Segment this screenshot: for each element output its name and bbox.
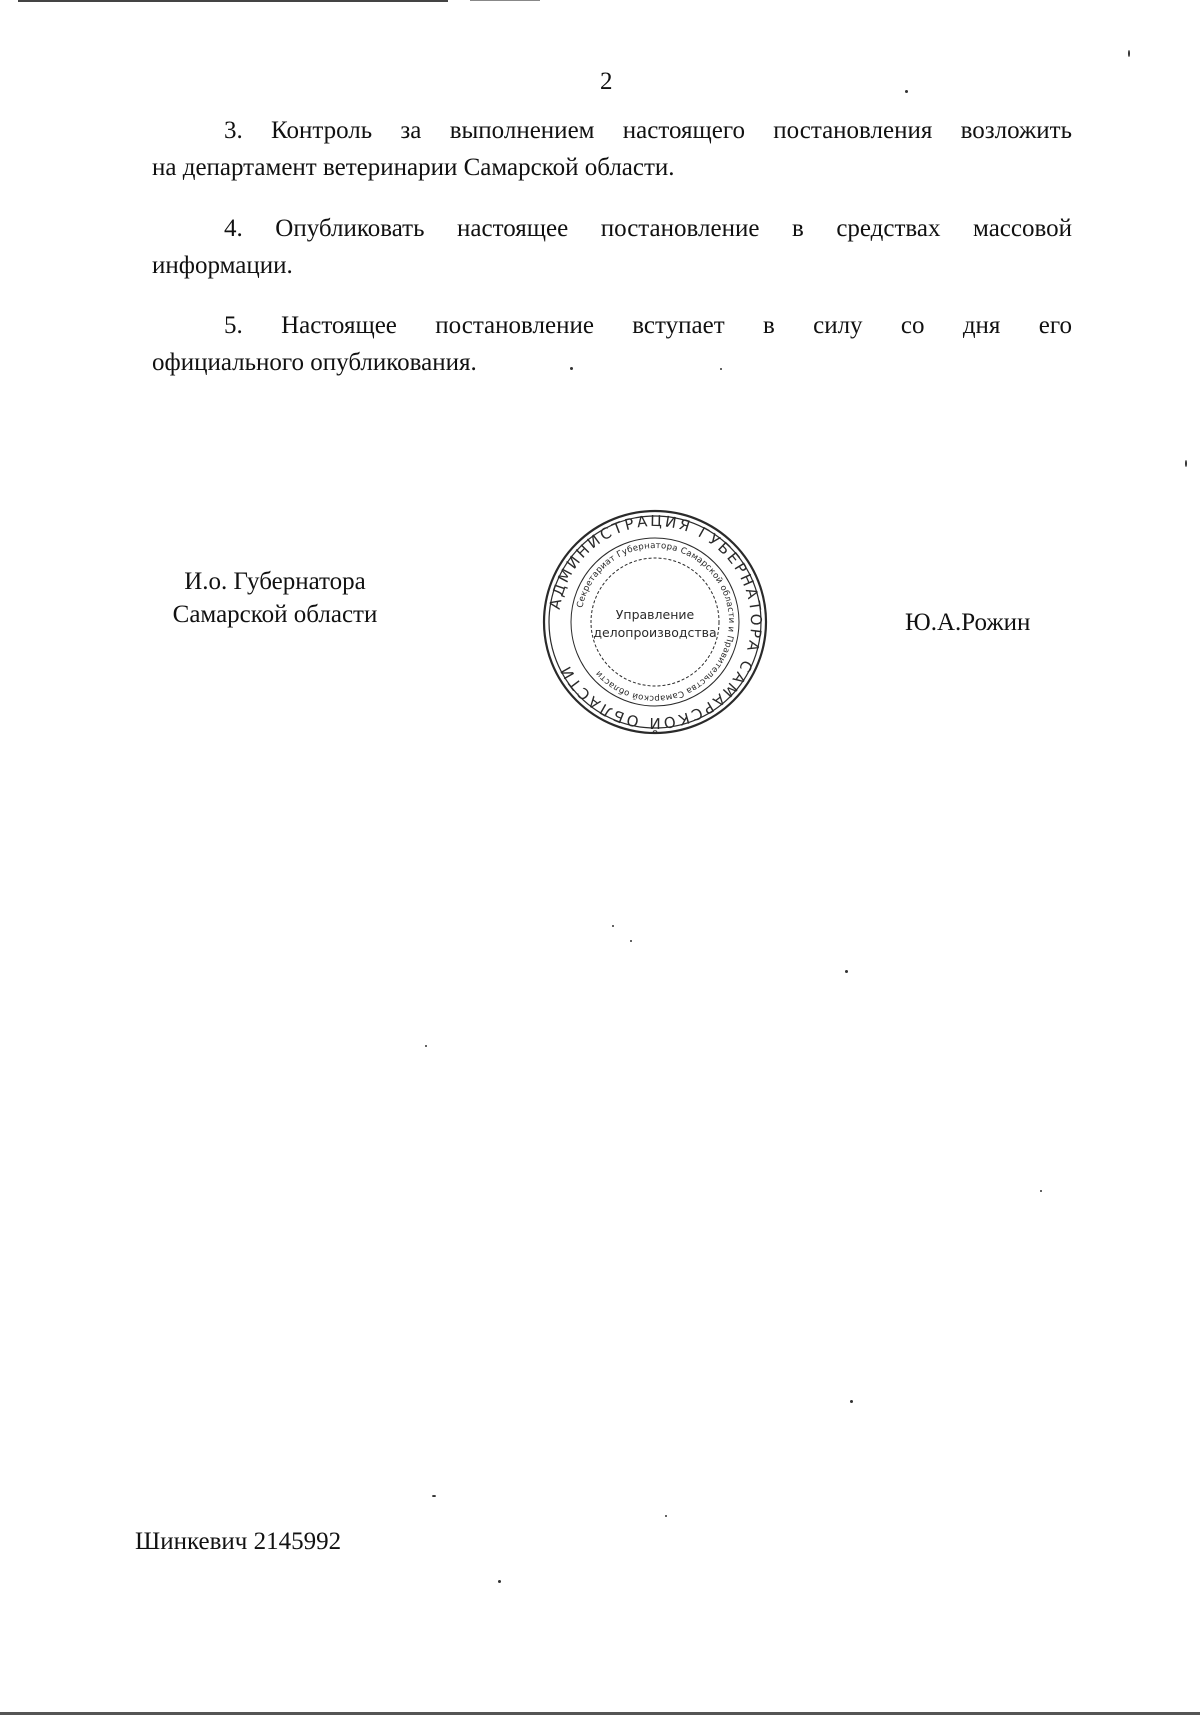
executor-contact: Шинкевич 2145992	[135, 1528, 342, 1555]
seal-center-line2: делопроизводства	[593, 625, 717, 640]
scan-speck	[612, 925, 614, 927]
seal-outer-text: АДМИНИСТРАЦИЯ ГУБЕРНАТОРА САМАРСКОЙ ОБЛАСТИ	[545, 511, 766, 733]
scan-speck	[498, 1580, 501, 1583]
signatory-title	[155, 565, 395, 631]
paragraph-4-first-line: 4. Опубликовать настоящее постановление в средствах массовой	[224, 215, 1072, 242]
signatory-title-line1: И.о. Губернатора	[184, 568, 366, 595]
scan-speck	[432, 1495, 436, 1497]
paragraph-3-rest: на департамент ветеринарии Самарской области.	[152, 154, 675, 181]
page-number: 2	[600, 68, 613, 95]
scan-speck	[665, 1515, 667, 1517]
scan-speck	[850, 1400, 853, 1403]
paragraph-3-first-line: 3. Контроль за выполнением настоящего постановления возложить	[224, 117, 1072, 144]
paragraph-5	[152, 307, 1072, 381]
paragraph-4	[152, 210, 1072, 284]
seal-middle-ring	[571, 538, 739, 706]
scan-speck	[1185, 460, 1187, 467]
scan-speck	[720, 368, 722, 370]
signatory-title-line2: Самарской области	[172, 601, 378, 628]
paragraph-5-first-line: 5. Настоящее постановление вступает в силу со дня его	[224, 312, 1072, 339]
scan-speck	[845, 970, 848, 973]
seal-center-line1: Управление	[615, 607, 695, 622]
signatory-name: Ю.А.Рожин	[905, 609, 1031, 636]
scan-speck	[425, 1045, 427, 1047]
scan-speck	[1128, 50, 1130, 57]
official-seal	[540, 507, 770, 737]
scan-edge-top	[18, 0, 448, 2]
scan-edge-top-fragment	[470, 0, 540, 1]
scan-speck	[630, 940, 632, 942]
scan-speck	[905, 90, 908, 93]
paragraph-3	[152, 112, 1072, 186]
seal-inner-text: Секретариат Губернатора Самарской области и Правительства Самарской области	[575, 540, 737, 704]
seal-inner-ring	[591, 558, 719, 686]
paragraph-5-rest: официального опубликования.	[152, 349, 477, 376]
scan-speck	[1040, 1190, 1042, 1192]
scan-speck	[570, 367, 573, 370]
paragraph-4-rest: информации.	[152, 252, 293, 279]
